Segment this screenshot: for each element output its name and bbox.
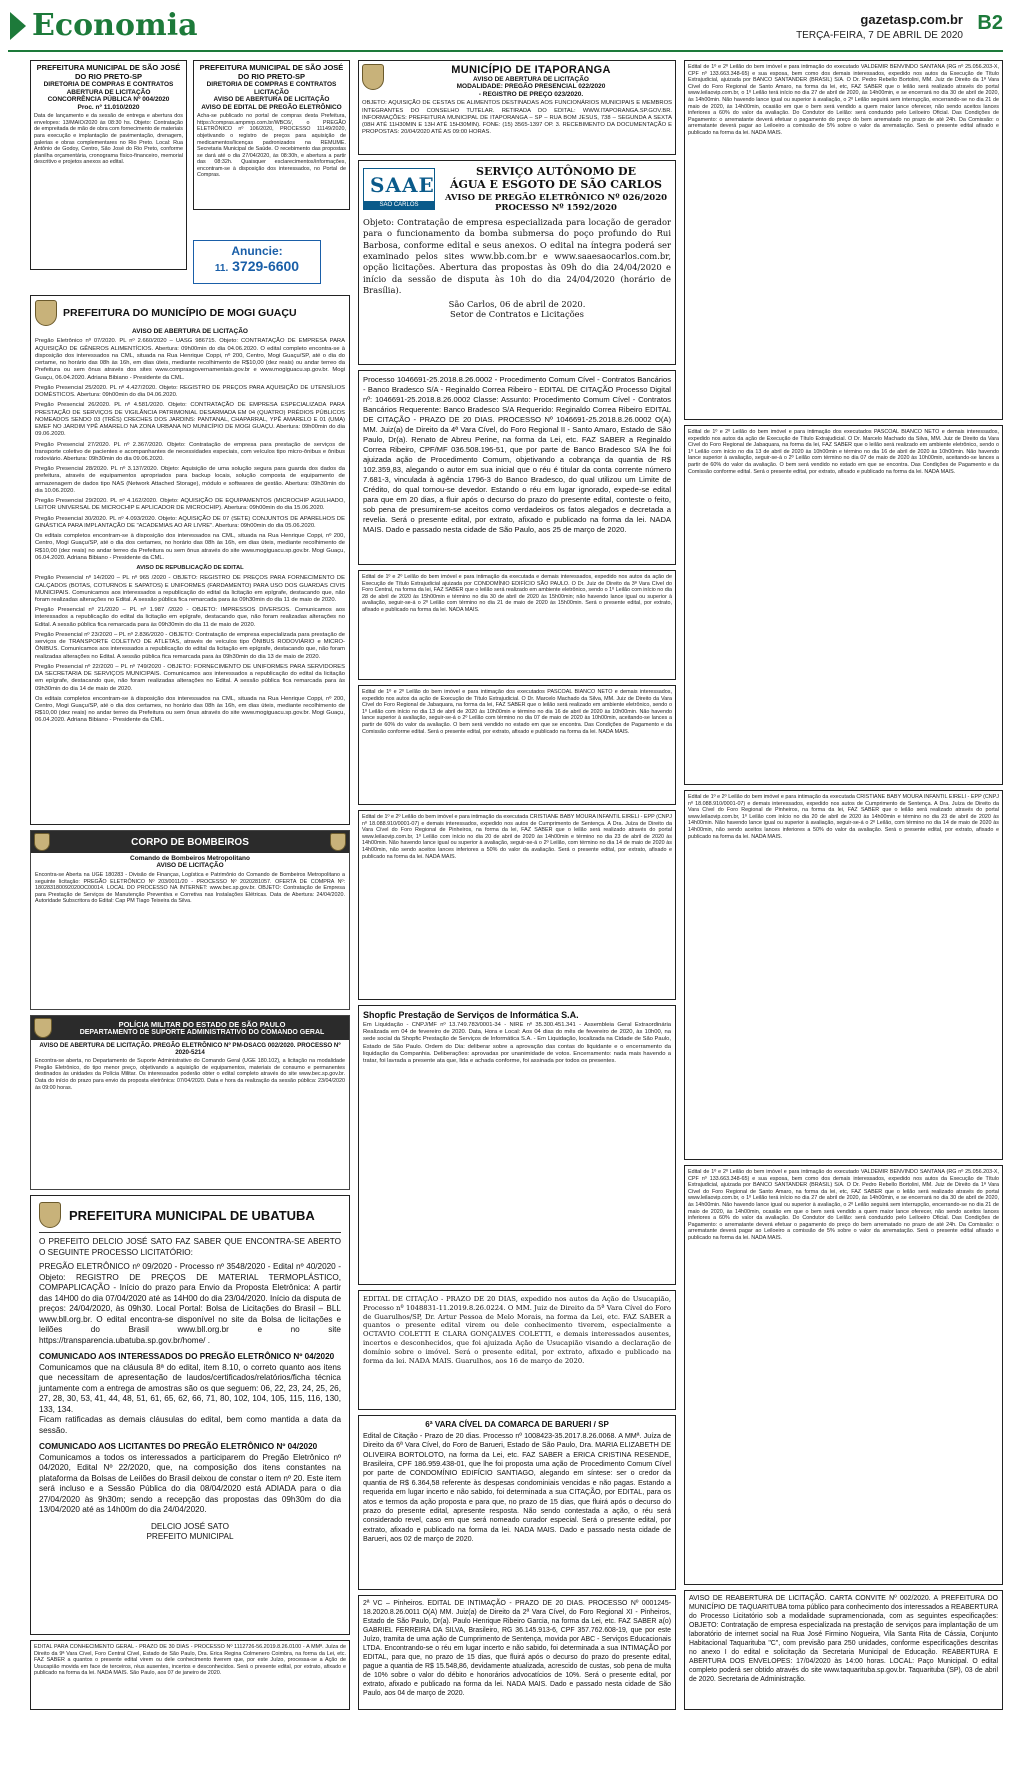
notice-edital-mid-3 (358, 810, 676, 1000)
notice-pm-sp (30, 1015, 350, 1190)
issue-date: TERÇA-FEIRA, 7 DE ABRIL DE 2020 (796, 30, 963, 41)
notice-bombeiros (30, 830, 350, 1010)
masthead (8, 6, 1003, 52)
notice-header: POLÍCIA MILITAR DO ESTADO DE SÃO PAULO (118, 1020, 286, 1029)
notice-entity: MUNICÍPIO DE ITAPORANGA (451, 64, 611, 76)
notice-type: LICITAÇÃO (254, 88, 289, 96)
notice-header-2: DEPARTAMENTO DE SUPORTE ADMINISTRATIVO DO COMANDO GERAL (79, 1029, 325, 1036)
signature-name: DELCIO JOSÉ SATO (151, 1521, 229, 1531)
notice-paragraph: Pregão Eletrônico nº 07/2020. PL nº 2.660/2020 – UASG 986715. Objeto: CONTRATAÇÃO DE EMPRESA PARA AQUISIÇÃO DE GÊNEROS ALIMENTÍCIOS. Abertura: 09h00min do dia 04.06.2020. O edital completo encontra-se à disposição dos interessados na CML, situada na Rua Henrique Coppi, nº 200, Centro, Mogi Guaçu/SP, até o dia do certame, no horário das 08h às 16h, em dias úteis, mediante recolhimento de R$10,00 (dez reais) ou andar terreo da Prefeitura ou sem ônus através dos sites www.comprasgovernamentais.gov.br e www.mogiguacu.sp.gov.br. Mogi Guaçu, 06.04.2020. Adriana Bibiano - Presidente da CML. (35, 338, 345, 381)
notice-body: OBJETO: AQUISIÇÃO DE CESTAS DE ALIMENTOS DESTINADAS AOS FUNCIONÁRIOS MUNICIPAIS E MEMBROS INTEGRANTES DO CONSELHO TUTELAR. RETIRADA DO EDITAL: WWW.ITAPORANGA.SP.GOV.BR. INFORMAÇÕES: PREFEITURA MUNICIPAL DE ITAPORANGA – SP – RUA BOM JESUS, 738 – SEGUNDA A SEXTA (08H ATÉ 11H30MIN E 13H ATÉ 15H30MIN). FONE: (15) 3565-1397 OP. 3. RECEBIMENTO DA DOCUMENTAÇÃO E PROPOSTAS: 20/04/2020 ATÉ AS 09:00 HORAS. (362, 100, 672, 136)
notice-body: Edital de 1º e 2º Leilão do bem imóvel e para intimação do executado VALDEMIR BENVINDO SANTANA (RG nº 25.056.203-X, CPF nº 133.663.348-65) e sua esposa, bem como dos demais interessados, expedido nos autos da Execução de Título Extrajudicial, ajuizada por BANCO SANTANDER (BRASIL) S/A. O Dr. Pedro Rebello Bortolini, MM. Juiz de Direito da 1ª Vara Cível do Foro Regional de Santo Amaro, na forma da lei, etc, FAZ SABER que o leilão será realizado através do portal www.leilaovip.com.br, o 1º Leilão terá início no dia 27 de abril de 2020, às 14h00min, e se encerrará no dia 30 de abril de 2020, às 14h00min. Não havendo lance igual ou superior à avaliação, o 2º Leilão seguirá sem interrupção, encerrando-se no dia 21 de maio de 2020, às 14h00min, ocasião em que o bem será vendido a quem maior lance oferecer, não sendo aceitos lances inferiores a 60% do valor da avaliação. Do Condutor do Leilão: será conduzido pelo Leiloeiro Oficial. Das Condições de Pagamento: o arrematante deverá efetuar o pagamento do preço do bem arrematado no prazo de até 24h. Da Comissão: o arrematante deverá pagar ao Leiloeiro a comissão de 5% sobre o valor da arrematação. Será o presente edital afixado e publicado na forma da lei. NADA MAIS. (688, 1169, 999, 1241)
notice-ref: Proc. nº 11.010/2020 (77, 103, 140, 111)
notice-header: CORPO DE BOMBEIROS (131, 836, 249, 848)
notice-entity: PREFEITURA MUNICIPAL DE SÃO JOSÉ DO RIO PRETO-SP (199, 63, 344, 81)
notice-paragraph: Pregão Presencial 26/2020. PL nº 4.581/2020. Objeto: CONTRATAÇÃO DE EMPRESA ESPECIALIZADA PARA PRESTAÇÃO DE SERVIÇOS DE VIGILÂNCIA PATRIMONIAL DESARMADA EM 04 (QUATRO) PRÉDIOS PÚBLICOS NOMEADOS SENDO 03 (TRÊS) CRECHES DOS JARDINS: PANTANAL, CHAPARRAL, YPÊ AMARELO E 01 (UMA) EMEF NO JARDIM YPÊ AMARELO NA ZONA URBANA NO MUNICÍPIO DE MOGI GUAÇU. Abertura: 09h00min do dia 09.06.2020. (35, 402, 345, 438)
notice-taquarituba (684, 1590, 1003, 1710)
signature-title: PREFEITO MUNICIPAL (146, 1532, 234, 1541)
notice-body: Objeto: Contratação de empresa especializada para locação de gerador para o funcionamento da bomba submersa do poço profundo do Rui Barbosa, conforme edital e seus anexos. O edital na íntegra poderá ser examinado pelos sites www.bb.com.br e www.saaesaocarlos.com.br, opção licitações. Abertura das propostas às 09h do dia 24/04/2020 e início da sessão de disputa às 10h do dia 24/04/2020 (horário de Brasília). (363, 217, 671, 296)
advertise-phone[interactable]: 3729-6600 (232, 258, 300, 274)
notice-usucapiao (358, 1290, 676, 1410)
notice-title: 6ª VARA CÍVEL DA COMARCA DE BARUERI / SP (425, 1420, 609, 1429)
saae-logo: SAAE SÃO CARLOS (363, 168, 435, 210)
advertise-ddd: 11. (214, 263, 229, 274)
notice-line-1: AVISO DE ABERTURA DE LICITAÇÃO (473, 76, 589, 83)
notice-p3: Comunicamos a todos os interessados a participarem do Pregão Eletrônico nº 04/2020, Edital Nº 22/2020, que, na composição dos itens constantes na plataforma da Bolsas de Leilões do Brasil deixou de constar o item nº 20. Este item será incluso e a Sessão Pública do dia 08/04/2020 está ADIADA para o dia 27/04/2020 às 9h30m; sendo a recepção das propostas das 09h30m do dia 13/04/2020 até as 14h00m do dia 24/04/2020. (39, 1452, 341, 1514)
notice-dept: DIRETORIA DE COMPRAS E CONTRATOS (43, 81, 174, 89)
notice-paragraph: Pregão Presencial 30/2020. PL nº 4.093/2020. Objeto: AQUISIÇÃO DE 07 (SETE) CONJUNTOS DE APARELHOS DE GINÁSTICA PARA IMPLANTAÇÃO DE "ACADEMIAS AO AR LIVRE". Abertura: 09h00min do dia 05.06.2020. (35, 515, 345, 529)
crest-icon (35, 300, 57, 326)
notice-edital-mid-1 (358, 570, 676, 680)
notice-bottom-left (30, 1640, 350, 1710)
notice-paragraph: Pregão Presencial nº 14/2020 – PL nº 965 /2020 - OBJETO: REGISTRO DE PREÇOS PARA FORNECIMENTO DE CALÇADOS (BOTAS, COTURNOS E SAPATOS) E UNIFORMES (FARDAMENTO) PARA USO DOS GUARDAS CIVIS MUNICIPAIS. Comunicamos aos interessados a republicação do edital da licitação em epígrafe, destacando que, não foram realizadas alterações no Edital. A sessão pública fica remarcada para às 09h30min do dia 11 de maio de 2020. (35, 575, 345, 603)
notice-body: Data de lançamento e da sessão de entrega e abertura dos envelopes: 13/MAIO/2020 às 08:30 hs. Objeto: Contratação de empreitada de mão de obra com fornecimento de materiais para execução e implantação de pavimentação, drenagem, galerias e obras complementares no Rio Preto. Local: Rua Antônio de Godoy, Centro, São José do Rio Preto, conforme planilha orçamentária, cronograma físico-financeiro, memorial descritivo e projetos anexos ao edital. (34, 113, 183, 166)
notice-itaporanga (358, 60, 676, 155)
notice-title-3: AVISO DE PREGÃO ELETRÔNICO Nº 026/2020 (444, 193, 668, 203)
notice-body: Edital de 1º e 2º Leilão do bem imóvel e para intimação da executada CRISTIANE BABY MOURA INFANTIL EIRELI - EPP (CNPJ nº 18.088.910/0001-07) e demais interessados, expedido nos autos de Cumprimento de Sentença. A Dra. Juíza de Direito da Vara Cível do Foro Regional de Pinheiros, na forma da lei, FAZ SABER que o leilão será realizado através do portal www.leilaovip.com.br, 1º Leilão com início no dia 20 de abril de 2020 às 14h00min e término no dia 23 de abril de 2020 às 14h00min. Não havendo lance igual ou superior à avaliação, seguir-se-á o 2º Leilão, com término no dia 14 de maio de 2020 às 14h00min, não sendo aceitos lances inferiores a 50% do valor da avaliação. Será o presente edital, por extrato, afixado e publicado na forma da lei. NADA MAIS. (688, 794, 999, 840)
page-number: B2 (977, 12, 1003, 34)
notice-subtitle: AVISO DE ABERTURA DE LICITAÇÃO (132, 328, 248, 335)
notice-body: AVISO DE REABERTURA DE LICITAÇÃO. CARTA CONVITE Nº 002/2020. A PREFEITURA DO MUNICÍPIO DE TAQUARITUBA torna público para conhecimento dos interessados a REABERTURA do Processo Licitatório sob a modalidade supramencionada, com as seguintes especificações: OBJETO: Contratação de empresa especializada na prestação de serviços para implantação de um laboratório de internet social na Rua José Firmino Nogueira, Vila Santa Rita de Cássia, Conjunto Habitacional Taquarituba "C", com previsão para 250 unidades, conforme especificações descritas no anexo I do edital e solicitação da Secretaria Municipal de Educação. REABERTURA E ABERTURA DOS ENVELOPES: 17/04/2020 às 14:00 horas. LOCAL: Paço Municipal. O edital completo poderá ser obtido através do site www.taquarituba.sp.gov.br. Taquarituba (SP), 03 de abril de 2020. Secretaria de Administração. (689, 1595, 998, 1683)
notice-6-vara (358, 1415, 676, 1590)
notice-sub: Comando de Bombeiros Metropolitano (130, 855, 250, 862)
crest-icon (34, 833, 50, 851)
notice-intro: O PREFEITO DELCIO JOSÉ SATO FAZ SABER QUE ENCONTRA-SE ABERTO O SEGUINTE PROCESSO LICITATÓRIO: (39, 1237, 341, 1257)
notice-type: AVISO DE ABERTURA DE LICITAÇÃO. PREGÃO ELETRÔNICO Nº PM-DSACG 002/2020. PROCESSO Nº 2020-5214 (39, 1042, 341, 1057)
notice-entity: PREFEITURA MUNICIPAL DE UBATUBA (69, 1207, 315, 1223)
notice-leilao-3 (684, 790, 1003, 1160)
notice-h2: COMUNICADO AOS INTERESSADOS DO PREGÃO ELETRÔNICO Nº 04/2020 (39, 1352, 335, 1361)
notice-rio-preto-2 (193, 60, 350, 210)
notice-line-3: - REGISTRO DE PREÇO 023/2020. (478, 90, 584, 98)
notice-body: Edital de 1º e 2º Leilão do bem imóvel e para intimação dos executados PASCOAL BIANCO NETO e demais interessados, expedido nos autos da ação de Execução de Título Extrajudicial. O Dr. Marcelo Machado da Silva, MM. Juiz de Direito da Vara Cível do Foro Regional de Jabaquara, na forma da lei, FAZ SABER que o leilão será realizado em ambiente eletrônico, sendo o 1º Leilão com início no dia 13 de abril de 2020 às 10h00min e término no dia 16 de abril de 2020 às 10h00min. Não havendo lance superior à avaliação, seguir-se-á o 2º Leilão com término no dia 07 de maio de 2020 às 10h00min, aceitando-se lances a partir de 60% do valor da avaliação. O bem será vendido no estado em que se encontra. Das Condições de Pagamento e da Comissão conforme edital. Será o presente edital, por extrato, afixado e publicado na forma da lei. NADA MAIS. (688, 429, 999, 475)
notice-body: Processo 1046691-25.2018.8.26.0002 - Procedimento Comum Cível - Contratos Bancários - Banco Bradesco S/A - Reginaldo Correa Ribeiro - EDITAL DE CITAÇÃO Processo Digital nº: 1046691-25.2018.8.26.0002 Classe: Assunto: Procedimento Comum Cível - Contratos Bancários Requerente: Banco Bradesco S/A Requerido: Reginaldo Correa Ribeiro EDITAL DE CITAÇÃO - PRAZO DE 20 DIAS. PROCESSO Nº 1046691-25.2018.8.26.0002 O(A) MM. Juiz(a) de Direito da 4ª Vara Cível, do Foro Regional II - Santo Amaro, Estado de São Paulo, Dr(a). Renato de Abreu Perine, na forma da Lei, etc. FAZ SABER a Reginaldo Correa Ribeiro, CPF/MF 036.508.196-51, que por parte de Banco Bradesco S/A lhe foi ajuizada ação de Procedimento Comum, objetivando a cobrança da quantia de R$ 102.359,83, alegando o autor em sua inicial que o réu é titular da conta corrente número 7.681-3, vinculada à agência 1796-3 do Banco Bradesco, do qual utilizou um Limite de Crédito, do qual tornou-se devedor. Estando o réu em lugar ignorado, expede-se edital para que em 20 dias, a fluir após o decurso do prazo do presente edital, conteste o feito, sob pena de presumirem-se aceitos como verdadeiros os fatos alegados e decretada a revelia. Será o presente edital, por extrato, afixado e publicado na forma da lei. NADA MAIS. Dado e passado nesta cidade de São Paulo, aos 25 de março de 2020. (363, 375, 671, 535)
section-arrow-icon (10, 12, 26, 40)
notice-type: AVISO DE LICITAÇÃO (156, 862, 224, 870)
notice-paragraph: AVISO DE REPUBLICAÇÃO DE EDITAL (136, 565, 244, 572)
crest-icon (39, 1202, 61, 1228)
advertise-box[interactable] (193, 240, 321, 284)
notice-body: Edital de Citação - Prazo de 20 dias. Processo nº 1008423-35.2017.8.26.0068. A MMª. Juíza de Direito da 6ª Vara Cível, do Foro de Barueri, Estado de São Paulo, Dra. MARIA ELIZABETH DE OLIVEIRA BORTOLOTO, na forma da Lei, etc. FAZ SABER a ERICA CRISTINA RESENDE, Brasileira, CPF 186.959.438-01, que lhe foi proposta uma ação de Procedimento Comum Cível por parte de CONDOMÍNIO EDIFÍCIO SANTIAGO, alegando em síntese: ser o credor da quantia de R$ 6.364,58 referente às despesas condominiais vencidas e não pagas. Estando a requerida em lugar incerto e não sabido, foi determinada a sua CITAÇÃO, por EDITAL, para os atos e termos da ação proposta e para que, no prazo de 15 dias, que fluirá após o decurso do prazo do presente edital, apresente resposta. Não sendo contestada a ação, o réu será considerado revel, caso em que será nomeado curador especial. Será o presente edital, por extrato, afixado e publicado na forma da lei. NADA MAIS. Dado e passado nesta cidade de Barueri, aos 02 de março de 2020. (363, 1431, 671, 1543)
notice-title-4: PROCESSO Nº 1592/2020 (495, 203, 617, 213)
notice-proc: AVISO DE ABERTURA DE LICITAÇÃO (213, 96, 330, 104)
notice-h3: COMUNICADO AOS LICITANTES DO PREGÃO ELETRÔNICO Nº 04/2020 (39, 1442, 318, 1451)
crest-icon (330, 833, 346, 851)
notice-line-2: MODALIDADE: PREGÃO PRESENCIAL 022/2020 (456, 83, 606, 91)
notice-paragraph: Pregão Presencial nº 23/2020 – PL nº 2.836/2020 - OBJETO: Contratação de empresa especializada para prestação de serviços de TRANSPORTE COLETIVO DE ATLETAS, através de veículos tipo ÔNIBUS RODOVIÁRIO e MICRO-ÔNIBUS. Comunicamos aos interessados a republicação do edital da licitação em epígrafe, destacando que, não foram realizadas alterações no Edital. A sessão pública fica remarcada para às 09h30min do dia 13 de maio de 2020. (35, 631, 345, 660)
notice-paragraphs (35, 338, 345, 724)
notice-body: Edital de 1º e 2º Leilão do bem imóvel e para intimação do executado VALDEMIR BENVINDO SANTANA (RG nº 25.056.203-X, CPF nº 133.663.348-65) e sua esposa, bem como dos demais interessados, expedido nos autos da Execução de Título Extrajudicial, ajuizada por BANCO SANTANDER (BRASIL) S/A. O Dr. Pedro Rebello Bortolini, MM. Juiz de Direito da 1ª Vara Cível do Foro Regional de Santo Amaro, na forma da lei, etc, FAZ SABER que o leilão será realizado através do portal www.leilaovip.com.br, o 1º Leilão terá início no dia 27 de abril de 2020, às 14h00min, e se encerrará no dia 30 de abril de 2020, às 14h00min. Não havendo lance igual ou superior à avaliação, o 2º Leilão seguirá sem interrupção, encerrando-se no dia 21 de maio de 2020, às 14h00min, ocasião em que o bem será vendido a quem maior lance oferecer, não sendo aceitos lances inferiores a 60% do valor da avaliação. Do Condutor do Leilão: será conduzido pelo Leiloeiro Oficial. Das Condições de Pagamento: o arrematante deverá efetuar o pagamento do preço do bem arrematado no prazo de até 24h. Da Comissão: o arrematante deverá pagar ao Leiloeiro a comissão de 5% sobre o valor da arrematação. Será o presente edital afixado e publicado na forma da lei. NADA MAIS. (688, 64, 999, 136)
notice-body: 2ª VC – Pinheiros. EDITAL DE INTIMAÇÃO - PRAZO DE 20 DIAS. PROCESSO Nº 0001245-18.2020.8.26.0011 O(A) MM. Juiz(a) de Direito da 2ª Vara Cível, do Foro Regional XI - Pinheiros, Estado de São Paulo, Dr(a). Paulo Henrique Ribeiro Garcia, na forma da Lei, etc. FAZ SABER a(o) GABRIEL FERREIRA DA SILVA, Brasileiro, RG 36.145.913-6, CPF 357.762.608-19, que por este Juízo, tramita de uma ação de Cumprimento de Sentença, movida por ABC - Serviços Educacionais LTDA. Encontrando-se o réu em lugar incerto e não sabido, foi determinada a sua INTIMAÇÃO por EDITAL, para que, no prazo de 15 dias, que fluirá após o decurso do prazo do presente edital, pague a quantia de R$ 15.548,86, devidamente atualizada, acrescido de custas, sob pena de multa de 10% sobre o valor do débito e honorários advocatícios de 10%. Será o presente edital, por extrato, afixado e publicado na forma da lei. NADA MAIS. Dado e passado nesta cidade de São Paulo, aos 04 de março de 2020. (363, 1600, 671, 1697)
notice-entity: PREFEITURA MUNICIPAL DE SÃO JOSÉ DO RIO PRETO-SP (36, 63, 181, 81)
notice-paragraph: Pregão Presencial 25/2020. PL nº 4.427/2020. Objeto: REGISTRO DE PREÇOS PARA AQUISIÇÃO DE UTENSÍLIOS DOMÉSTICOS. Abertura: 09h00min do dia 04.06.2020. (35, 384, 345, 399)
notice-proc: CONCORRÊNCIA PÚBLICA Nº 004/2020 (47, 96, 170, 104)
notice-body: Em Liquidação - CNPJ/MF nº 13.749.783/0001-34 - NIRE nº 35.300.451.341 - Assembleia Geral Extraordinária Realizada em 04 de fevereiro de 2020. Data, Hora e Local: Aos 04 dias do mês de fevereiro de 2020, às 10h00, na sede social da Shopfic Prestação de Serviços de Informática S.A. - Em Liquidação, localizada na Cidade de São Paulo, Estado de São Paulo. Ordem do Dia: deliberar sobre a aprovação das contas do liquidante e o encerramento da liquidação da Companhia. Deliberações: aprovadas por unanimidade de votos. Encerramento: nada mais havendo a tratar, foi lavrada a presente ata que, lida e achada conforme, foi assinada por todos os presentes. (363, 1022, 671, 1065)
notice-dept: DIRETORIA DE COMPRAS E CONTRATOS (206, 81, 337, 89)
notice-rio-preto-1 (30, 60, 187, 270)
notice-body: Encontra-se aberta, no Departamento de Suporte Administrativo do Comando Geral (UGE 180.102), a licitação na modalidade Pregão Eletrônico, do tipo menor preço, objetivando a aquisição de equipamentos, materiais de consumo e permanentes destinados às unidades da Polícia Militar. Os interessados poderão obter o edital completo através do site www.bec.sp.gov.br. Data do início do prazo para envio da proposta eletrônica: 07/04/2020. Data e hora da realização da sessão pública: 23/04/2020 às 09:00 horas. (35, 1058, 345, 1091)
notice-pinheiros (358, 1595, 676, 1710)
notice-edital-mid-2 (358, 685, 676, 805)
notice-p2: Comunicamos que na cláusula 8ª do edital, item 8.10, o correto quanto aos itens que necessitam de apresentação de laudos/certificados/relatórios/ficha técnica juntamente com a entrega de amostras são os que seguem: 06, 22, 23, 24, 25, 26, 27, 28, 30, 53, 41, 44, 48, 51, 61, 65, 62, 66, 71, 80, 102, 104, 105, 115, 116, 130, 133, 134. (39, 1362, 341, 1414)
notice-title: Shopfic Prestação de Serviços de Informática S.A. (363, 1010, 579, 1020)
notice-ref: AVISO DE EDITAL DE PREGÃO ELETRÔNICO (201, 103, 342, 111)
notice-paragraph: Pregão Presencial nº 22/2020 – PL nº 749/2020 - OBJETO: FORNECIMENTO DE UNIFORMES PARA SERVIDORES DA SECRETARIA DE SERVIÇOS MUNICIPAIS. Comunicamos aos interessados a republicação do edital da licitação em epígrafe, destacando que, não foram realizadas alterações no Edital. A sessão pública fica remarcada para às 09h30min do dia 14 de maio de 2020. (35, 663, 345, 692)
advertise-label: Anuncie: (231, 244, 283, 258)
notice-body: EDITAL DE CITAÇÃO - PRAZO DE 20 DIAS, expedido nos autos da Ação de Usucapião, Processo nº 1048831-11.2019.8.26.0224. O MM. Juiz de Direito da 5ª Vara Cível do Foro de Guarulhos/SP, Dr. Artur Pessoa de Melo Morais, na forma da Lei, etc. FAZ SABER a quantos o presente edital virem ou dele conhecimento tiverem, especialmente a OCTAVIO COLETTI E CLARA GONÇALVES COLETTI, e demais interessados ausentes, incertos e desconhecidos, que foi ajuizada Ação de Usucapião visando a declaração de domínio sobre o imóvel. Será o presente edital, por extrato, afixado e publicado na forma da lei. NADA MAIS. Guarulhos, aos 16 de março de 2020. (363, 1295, 671, 1365)
notice-paragraph: Pregão Presencial 29/2020. PL nº 4.162/2020. Objeto: AQUISIÇÃO DE EQUIPAMENTOS (MICROCHIP AGULHADO, LEITOR UNIVERSAL DE MICROCHIP E APLICADOR DE MICROCHIP). Abertura: 09h00min do dia 15.06.2020. (35, 498, 345, 512)
notice-entity: PREFEITURA DO MUNICÍPIO DE MOGI GUAÇU (63, 307, 297, 319)
notice-title-1: SERVIÇO AUTÔNOMO DE (476, 165, 636, 178)
notice-saae (358, 160, 676, 365)
crest-icon (362, 64, 384, 90)
notice-paragraph: Pregão Presencial 27/2020. PL nº 2.367/2020. Objeto: Contratação de empresa para prestação de serviços de transporte coletivo de pacientes e acompanhantes de necessidades especiais, com veículos tipo micro-ônibus e ônibus rodoviário. Abertura: 09h30min do dia 09.06.2020. (35, 441, 345, 462)
notice-title-2: ÁGUA E ESGOTO DE SÃO CARLOS (450, 178, 662, 191)
notice-paragraph: Pregão Presencial 28/2020. PL nº 3.137/2020. Objeto: Aquisição de uma solução segura para guarda dos dados da prefeitura, através de equipamentos apropriados para backup locais, solução composta de equipamento de armazenagem de dados tipo NAS (Network Attached Storage), módulo e softwares de gestão. Abertura: 09h30min do dia 10.06.2020. (35, 466, 345, 494)
notice-shopfic (358, 1005, 676, 1285)
notice-place: São Carlos, 06 de abril de 2020. (448, 299, 586, 310)
notice-leilao-4 (684, 1165, 1003, 1585)
notice-type: ABERTURA DE LICITAÇÃO (66, 88, 151, 96)
notice-body: EDITAL PARA CONHECIMENTO GERAL - PRAZO DE 30 DIAS - PROCESSO Nº 1112726-56.2019.8.26.0100 - A MMª. Juíza de Direito da 9ª Vara Cível, Foro Central Cível, Estado de São Paulo, Dra. Erica Regina Colmenero Coimbra, na forma da Lei, etc. FAZ SABER a quantos o presente edital virem ou dele conhecimento tiverem que, por este Juízo, processa-se a Ação de Usucapião movida em face de terceiros, réus ausentes, incertos e desconhecidos. Será o presente edital, por extrato, afixado e publicado na forma da lei. NADA MAIS. São Paulo, aos 07 de janeiro de 2020. (34, 1644, 346, 1677)
notice-bradesco (358, 370, 676, 565)
notice-body: Edital de 1º e 2º Leilão do bem imóvel e para intimação da executada CRISTIANE BABY MOURA INFANTIL EIRELI - EPP (CNPJ nº 18.088.910/0001-07) e demais interessados, expedido nos autos de Cumprimento de Sentença. A Dra. Juíza de Direito da Vara Cível do Foro Regional de Pinheiros, na forma da lei, FAZ SABER que o leilão será realizado através do portal www.leilaovip.com.br, 1º Leilão com início no dia 20 de abril de 2020 às 14h00min e término no dia 23 de abril de 2020 às 14h00min. Não havendo lance igual ou superior à avaliação, seguir-se-á o 2º Leilão, com término no dia 14 de maio de 2020 às 14h00min, não sendo aceitos lances inferiores a 50% do valor da avaliação. Será o presente edital, por extrato, afixado e publicado na forma da lei. NADA MAIS. (362, 814, 672, 860)
notice-body: Edital de 1º e 2º Leilão do bem imóvel e para intimação dos executados PASCOAL BIANCO NETO e demais interessados, expedido nos autos da ação de Execução de Título Extrajudicial. O Dr. Marcelo Machado da Silva, MM. Juiz de Direito da Vara Cível do Foro Regional de Jabaquara, na forma da lei, FAZ SABER que o leilão será realizado em ambiente eletrônico, sendo o 1º Leilão com início no dia 13 de abril de 2020 às 10h00min e término no dia 16 de abril de 2020 às 10h00min. Não havendo lance superior à avaliação, seguir-se-á o 2º Leilão com término no dia 07 de maio de 2020 às 10h00min, aceitando-se lances a partir de 60% do valor da avaliação. O bem será vendido no estado em que se encontra. Das Condições de Pagamento e da Comissão conforme edital. Será o presente edital, por extrato, afixado e publicado na forma da lei. NADA MAIS. (362, 689, 672, 735)
site-url[interactable]: gazetasp.com.br (860, 12, 963, 27)
crest-icon (34, 1018, 52, 1038)
notice-leilao-2 (684, 425, 1003, 785)
notice-paragraph: Os editais completos encontram-se à disposição dos interessados na CML, situada na Rua Henrique Coppi, nº 200, Centro, Mogi Guaçu/SP, até o dia dos certames, no horário das 08h às 16h, em dias úteis, mediante recolhimento de R$10,00 (dez reais) no andar terreo da Prefeitura ou sem ônus através do site www.mogiguacu.sp.gov.br. Mogi Guaçu, 06.04.2020. Adriana Bibiano - Presidente da CML. (35, 695, 345, 724)
notice-body: Encontra-se Aberta na UGE 180283 - Divisão de Finanças, Logística e Patrimônio do Comando de Bombeiros Metropolitano a seguinte licitação: PREGÃO ELETRÔNICO Nº 203/0011/20 - PROCESSO Nº 2020281057. OFERTA DE COMPRA Nº: 180283180092020OC00014. LOCAL DO PROCESSO NA INTERNET: www.bec.sp.gov.br. OBJETO: Contratação de Empresa para Prestação de Serviços de Manutenção Preventiva e Corretiva nas Instalações Elétricas. Data de Abertura: 24/04/2020. Autoridade Subscritora do Edital: Cap PM Tiago Teixeira da Silva. (35, 871, 345, 905)
notice-paragraph: Pregão Presencial nº 21/2020 – PL nº 1.987 /2020 - OBJETO: IMPRESSOS DIVERSOS. Comunicamos aos interessados a republicação do edital da licitação em epígrafe, destacando que, não foram realizadas alterações no Edital. A sessão pública fica remarcada para às 09h30min do dia 11 de maio de 2020. (35, 607, 345, 628)
notice-leilao-1 (684, 60, 1003, 420)
notice-ubatuba (30, 1195, 350, 1635)
notice-p2b: Ficam ratificadas as demais cláusulas do edital, bem como mantida a data da sessão. (39, 1415, 341, 1435)
notice-body: Acha-se publicado no portal de compras desta Prefeitura, https://compras.ampmrp.com.br/WBC6/, o PREGÃO ELETRÔNICO nº 106/2020, PROCESSO 11149/2020, objetivando o registro de preços para aquisição de medicamentos/licenças padronizados na REMUME. Secretaria Municipal de Saúde. O recebimento das propostas se dará até o dia 27/04/2020, às 08:30h, e abertura a partir das 08:32h. Quaisquer esclarecimentos/informações, encontram-se à disposição dos interessados, no Portal de Compras. (197, 113, 346, 179)
notice-body: Edital de 1º e 2º Leilão do bem imóvel e para intimação da executada e demais interessados, expedido nos autos da ação de Execução de Título Extrajudicial ajuizada por CONDOMÍNIO EDIFÍCIO SÃO PAULO. O Dr. Juiz de Direito da 3ª Vara Cível do Foro Central, na forma da lei, FAZ SABER que o leilão será realizado em ambiente eletrônico, sendo o 1º Leilão com início no dia 28 de abril de 2020 às 15h00min e término no dia 30 de abril de 2020 às 15h00min; não havendo lance igual ou superior à avaliação, seguir-se-á o 2º Leilão com término no dia 21 de maio de 2020 às 15h00min. Será o presente edital, por extrato, afixado e publicado na forma da lei. NADA MAIS. (362, 574, 672, 613)
notice-mogi-guacu (30, 295, 350, 825)
notice-p1: PREGÃO ELETRÔNICO nº 09/2020 - Processo nº 3548/2020 - Edital nº 40/2020 - Objeto: REGISTRO DE PREÇOS DE MATERIAL TERMOPLÁSTICO, COMPAPLICAÇÃO - Início do prazo para Envio da Proposta Eletrônica: A partir das 14H00 do dia 07/04/2020 até as 14H00 do dia 23/04/2020. Início da disputa de preços: 24/04/2020, às 09h30. Local Portal: Bolsa de Licitações do Brasil – BLL www.bll.org.br. O edital encontra-se disponível no site da Bolsa de licitações e leilões do Brasil www.bll.org.br e no site https://transparencia.ubatuba.sp.gov.br/home/ . (39, 1262, 341, 1345)
notice-paragraph: Os editais completos encontram-se à disposição dos interessados na CML, situada na Rua Henrique Coppi, nº 200, Centro, Mogi Guaçu/SP, até o dia dos certames, no horário das 08h às 16h, em dias úteis, mediante recolhimento de R$10,00 (dez reais) no andar terreo da Prefeitura ou sem ônus através do site www.mogiguacu.sp.gov.br. Mogi Guaçu, 06.04.2020. Adriana Bibiano - Presidente da CML. (35, 533, 345, 561)
notice-sign: Setor de Contratos e Licitações (450, 309, 584, 320)
section-title: Economia (32, 8, 198, 43)
